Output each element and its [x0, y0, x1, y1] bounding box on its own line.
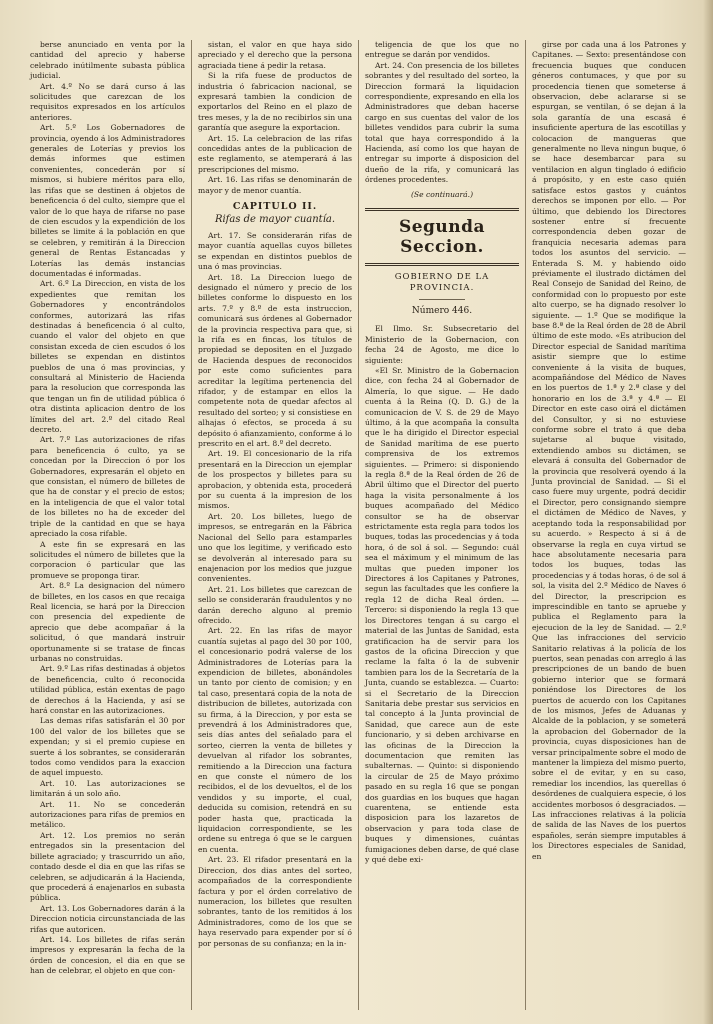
paragraph: «El Sr. Ministro de la Gobernacion dice, con fecha 24 al Gobernador de Almería, lo que sigue. — He dado cuenta á la Reina (Q. D. G.) de la comunicacion de V. S. de 29 de Mayo último, á la que acompaña la consulta que le ha dirigido el Director especial de Sanidad marítima de ese puerto comprensiva de los extremos siguientes. — Primero: si disponiendo la regla 8.ª de la Real órden de 26 de Abril último que el Director del puerto haga la visita personalmente á los buques acompañado del Médico consultor se ha de observar estrictamente esta regla para todos los buques, todas las procedencias y á toda hora, ó de sol á sol. — Segundo: cuál sea el máximum y el minimum de las multas que pueden imponer los Directores á los Capitanes y Patrones, segun las facultades que les confiere la regla 12 de dicha Real órden. — Tercero: si disponiendo la regla 13 que los Directores tengan á su cargo el material de las Juntas de Sanidad, esta gratificacion ha de servir para los gastos de la oficina Direccion y que reclame la falta ó la de subvenir tambien para los de la Secretaría de la Junta, cuando se establezca. — Cuarto: si el Secretario de la Direccion Sanitaria debe prestar sus servicios en tal concepto á la Junta provincial de Sanidad, que carece aun de este funcionario, y si deben archivarse en las oficinas de la Direccion la documentacion que remiten las subalternas. — Quinto: si disponiendo la circular de 25 de Mayo próximo pasado en su regla 16 que se pongan dos guardias en los buques que hagan cuarentena, se entiende esta disposicion para los lazaretos de observacion y para toda clase de buques y dimensiones, cuántas fumigaciones deben darse, de qué clase y qué debe exi-	[365, 365, 519, 865]
paragraph: Art. 17. Se considerarán rifas de mayor cuantía aquellas cuyos billetes se expendan en distintos pueblos de una ó mas provincias.	[198, 230, 352, 272]
paragraph: Art. 14. Los billetes de rifas serán impresos y expresarán la fecha de la órden de concesion, el dia en que se han de celebrar, el objeto en que con-	[30, 934, 185, 976]
paragraph: Art. 13. Los Gobernadores darán á la Direccion noticia circunstanciada de las rifas que autoricen.	[30, 903, 185, 934]
column-2-bottom	[198, 231, 352, 949]
column-1	[24, 40, 191, 1010]
paragraph: berse anunciado en venta por la cantidad del aprecio y haberse celebrado inútilmente subasta pública judicial.	[30, 40, 185, 81]
paragraph: girse por cada una á los Patrones y Capitanes. — Sexto: presentándose con frecuencia buques que conducen géneros contumaces, y que por su procedencia tienen que someterse á observacion, debe aclararse si se espurgan, se ventilan, ó se dejan á la sola garantía de una escasá é insuficiente apertura de las escotillas y colocacion de mangueras que generalmente no lleva ningun buque, ó se hace desembarcar para su ventilacion en algun tinglado ó edificio á propósito, y en este caso quién satisface estos gastos y cuántos derechos se imponen por ello. — Por último, que debiendo los Directores sostener entre sí frecuente correspondencia deben gozar de franquicia necesaria ademas para todos los asuntos del servicio. — Enterada S. M. y habiendo oido préviamente el ilustrado dictámen del Real Consejo de Sanidad del Reino, de conformidad con lo propuesto por este alto cuerpo, se ha dignado resolver lo siguiente. — 1.º Que se modifique la base 8.ª de la Real órden de 28 de Abril último de este modo. «Es atribucion del Director especial de Sanidad marítima asistir siempre que lo estime conveniente á la visita de buques, acompañándose del Médico de Naves en los puertos de 1.ª y 2.ª clase y del honorario en los de 3.ª y 4.ª — El Director en este caso oirá el dictámen del Consultor, y si no estuviese conforme sobre el trato á que deba sujetarse al buque visitado, extendiendo ambos su dictámen, se elevará á consulta del Gobernador de la provincia que resolverá oyendo á la Junta provincial de Sanidad. — Si el caso fuere muy urgente, podrá decidir el Director, pero consignando siempre el dictámen de Médico de Naves, y aceptando toda la responsabilidad por su acuerdo. » Respecto á si á de observarse la regla en cuya virtud se hace absolutamente necesaria para todos los buques, todas las procedencias y á todas horas, ó de sol á sol, la visita del 2.º Médico de Naves ó del Director, la prescripcion es imprescindible en tanto se apruebe y publica el Reglamento para la ejecucion de la ley de Sanidad. — 2.º Que las infracciones del servicio Sanitario relativas á la policía de los puertos, sean penadas con arreglo á las prescripciones de un bando de buen gobierno interior que se formará poniéndose los Directores de los puertos de acuerdo con los Capitanes de los mismos, Jefes de Aduanas y Alcalde de la poblacion, y se someterá la aprobacion del Gobernador de la provincia, cuyas disposiciones han de versar principalmente sobre el modo de mantener la limpieza del mismo puerto, sobre el de evitar, y en su caso, remediar los incendios, las querellas ó desórdenes de cualquiera especie, ó los accidentes morbosos ó desgraciados. — Las infracciones relativas á la policía de salida de las Naves de los puertos españoles, serán siempre imputables á los Directores especiales de Sanidad, en	[532, 40, 686, 861]
paragraph: Art. 11. No se concederán autorizaciones para rifas de premios en metálico.	[30, 799, 185, 830]
paragraph: Art. 21. Los billetes que carezcan de sello se considerarán fraudulentos y no darán derecho alguno al premio ofrecido.	[198, 584, 352, 625]
paragraph: sistan, el valor en que haya sido apreciado y el derecho que la persona agraciada tiene á pedir la retasa.	[198, 40, 352, 70]
paragraph: Si la rifa fuese de productos de industria ó fabricacion nacional, se expresará tambien la condicion de exportarlos del Reino en el plazo de tres meses, y la de no recibirlos sin una garantía que asegure la exportacion.	[198, 71, 352, 133]
paragraph: Art. 20. Los billetes, luego de impresos, se entregarán en la Fábrica Nacional del Sello para estamparles uno que los legitime, y verificado esto se devolverán al interesado para su enajenacion por los medios que juzgue convenientes.	[198, 511, 352, 584]
section-subtitle: GOBIERNO DE LA PROVINCIA.	[394, 272, 490, 293]
paragraph: Art. 18. La Direccion luego de designado el número y precio de los billetes conforme lo dispuesto en los arts. 7.º y 8.º de esta instruccion, comunicará sus órdenes al Gobernador de la provincia respectiva para que, si la rifa es en fincas, los títulos de propiedad se depositen en el Juzgado de Hacienda despues de reconocidos por este como suficientes para acreditar la legítima pertenencia del rifador, y de estampar en ellos la competente nota de quedar afectos al resultado del sorteo; y si consistiese en alhajas ó efectos, se proceda á su depósito ó afianzamiento, conforme á lo prescrito en el art. 8.º del decreto.	[198, 272, 352, 449]
column-2	[191, 40, 358, 1010]
page-edge-shadow	[703, 0, 713, 1024]
paragraph: Art. 8.º La designacion del número de billetes, en los casos en que recaiga Real licencia, se hará por la Direccion con presencia del expediente de aprecio que debe acompañar á la solicitud, ó que mandará instruir oportunamente si se tratase de fincas urbanas no construidas.	[30, 581, 185, 663]
column-3-bottom	[365, 324, 519, 865]
paragraph: teligencia de que los que no entregue se darán por vendidos.	[365, 40, 519, 60]
section-title: Segunda Seccion.	[398, 217, 486, 258]
chapter-heading: CAPITULO II.	[232, 201, 318, 213]
column-3-top	[365, 40, 519, 186]
document-number: Número 446.	[411, 305, 473, 316]
paragraph: El Ilmo. Sr. Subsecretario del Ministerio de la Gobernacion, con fecha 24 de Agosto, me dice lo siguiente:	[365, 324, 519, 365]
column-2-top	[198, 40, 352, 196]
column-4	[525, 40, 692, 1010]
section-divider-bottom	[365, 263, 519, 266]
paragraph: Art. 5.º Los Gobernadores de provincia, oyendo á los Administradores generales de Loterías y previos los demás informes que estimen convenientes, concederán por sí mismos, si hubiere méritos para ello, las rifas que se destinen á objetos de beneficencia ó del culto, siempre que el valor de lo que haya de rifarse no pase de cien escudos y la expendición de los billetes se limite á la población en que se celebren, y remitirán á la Direccion general de Rentas Estancadas y Loterías las demás instancias documentadas é informadas.	[30, 123, 185, 278]
section-divider-top	[365, 208, 519, 211]
paragraph: Art. 10. Las autorizaciones se limitarán á un solo año.	[30, 778, 185, 799]
paragraph: Art. 7.º Las autorizaciones de rifas para beneficencia ó culto, ya se concedan por la Direccion ó por los Gobernadores, expresarán el objeto en que consistan, el número de billetes de que ha de constar y el precio de estos; en la inteligencia de que el valor total de los billetes no ha de exceder del triple de la cantidad en que se haya apreciado la cosa rifable.	[30, 435, 185, 539]
continuation-note: (Se continuará.)	[410, 189, 474, 199]
paragraph: Art. 19. El concesionario de la rifa presentará en la Direccion un ejemplar de los prospectos y billetes para su aprobacion, y obtenida esta, procederá por su cuenta á la impresion de los mismos.	[198, 449, 352, 511]
paragraph: Art. 23. El rifador presentará en la Direccion, dos dias antes del sorteo, acompañados de la correspondiente factura y por el órden correlativo de numeracion, los billetes que resulten sobrantes, tanto de los remitidos á los Administradores, como de los que se haya reservado para expender por sí ó por personas de su confianza; en la in-	[198, 855, 352, 948]
paragraph: Art. 6.º La Direccion, en vista de los expedientes que remitan los Gobernadores y encontrándolos conformes, autorizará las rifas destinadas á beneficencia ó al culto, cuando el valor del objeto en que consistan exceda de cien escudos ó los billetes se expendan en distintos pueblos de una ó mas provincias, y consultará al Ministerio de Hacienda para la resolucion que corresponda las que tengan un fin de utilidad pública ó otra distinta aplicacion dentro de los límites del art. 2.º del citado Real decreto.	[30, 279, 185, 435]
paragraph: Art. 16. Las rifas se denominarán de mayor y de menor cuantía.	[198, 175, 352, 195]
short-rule	[419, 299, 465, 300]
paragraph: Art. 12. Los premios no serán entregados sin la presentacion del billete agraciado; y trascurrido un año, contado desde el dia en que las rifas se celebren, se adjudicarán á la Hacienda, que procederá á enajenarlos en subasta pública.	[30, 830, 185, 903]
column-3	[358, 40, 525, 1010]
chapter-subheading: Rifas de mayor cuantía.	[214, 213, 336, 225]
paragraph: Art. 9.º Las rifas destinadas á objetos de beneficencia, culto ó reconocida utilidad pública, están exentas de pago de derechos á la Hacienda, y así se hará constar en las autorizaciones.	[30, 664, 185, 715]
paragraph: Art. 24. Con presencia de los billetes sobrantes y del resultado del sorteo, la Direccion formará la liquidacion correspondiente, expresando en ella los Administradores que deban hacerse cargo en sus cuentas del valor de los billetes vendidos para cubrir la suma total que haya correspondido á la Hacienda, así como los que hayan de entregar su importe á disposicion del dueño de la rifa, y comunicará las órdenes procedentes.	[365, 60, 519, 185]
paragraph: Art. 15. La celebracion de las rifas concedidas antes de la publicacion de este reglamento, se atemperará á las prescripciones del mismo.	[198, 133, 352, 174]
paragraph: Las demas rifas satisfarán el 30 por 100 del valor de los billetes que se expendan; y si el premio cupiese en suerte á los sobrantes, se considerarán todos como vendidos para la exaccion de aquel impuesto.	[30, 716, 185, 778]
paragraph: Art. 22. En las rifas de mayor cuantía sujetas al pago del 30 por 100, el concesionario podrá valerse de los Administradores de Loterías para la expendicion de billetes, abonándoles un tanto por ciento de comision; y en tal caso, presentará copia de la nota de distribucion de billetes, autorizada con su firma, á la Direccion, y por esta se prevendrá á los Administradores que, seis días antes del señalado para el sorteo, cierren la venta de billetes y devuelvan al rifador los sobrantes, remitiendo a la Direccion una factura en que conste el número de los recibidos, el de los devueltos, el de los vendidos y su importe, el cual, deducida su comision, retendrá en su poder hasta que, practicada la liquidacion correspondiente, se les ordene su entrega ó que se le carguen en cuenta.	[198, 626, 352, 854]
paragraph: A este fin se expresará en las solicitudes el número de billetes que la corporacion ó particular que las promueve se proponga tirar.	[30, 539, 185, 580]
text-columns	[24, 40, 699, 1010]
paragraph: Art. 4.º No se dará curso á las solicitudes que carezcan de los requisitos expresados en los artículos anteriores.	[30, 81, 185, 122]
